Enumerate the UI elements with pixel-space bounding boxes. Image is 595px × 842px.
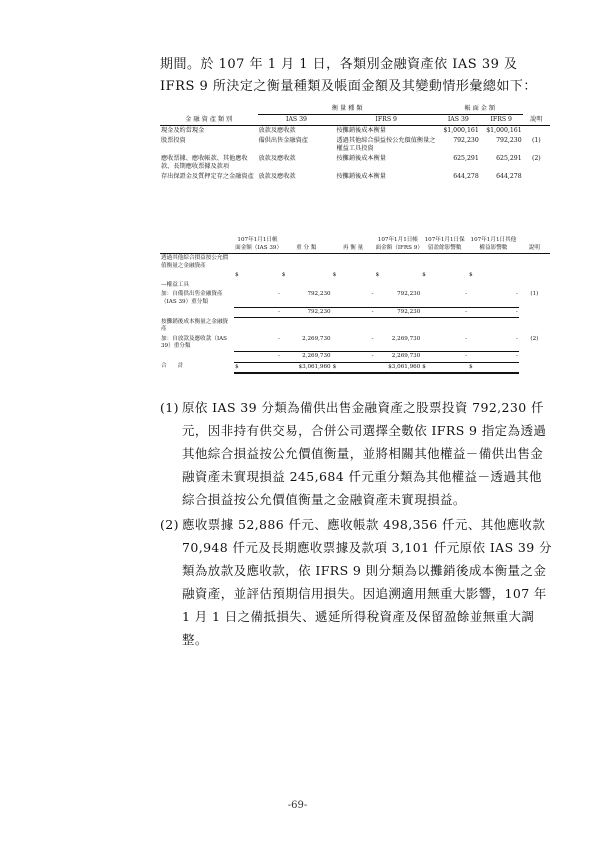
row-category: 股票投資 [161,137,186,144]
table-row [160,318,550,335]
intro-paragraph: 期間。於 107 年 1 月 1 日，各類別金融資產依 IAS 39 及 IFRS 9 所決定之衡量種類及帳面金額及其變動情形彙總如下： [160,57,537,94]
row-cell [332,318,375,335]
row-cell: - [332,290,375,307]
row-cell: - [234,352,281,363]
row-category: 應收票據、應收帳款、其他應收款、長期應收票據及款項 [161,155,248,170]
row-cell: - [234,335,281,352]
row-cell: - [421,290,468,307]
row-item [160,352,234,363]
row-cell: $3,061,960 [374,362,421,373]
header-amount: 帳 面 金 額 [437,104,523,115]
note-number: (2) [160,517,179,532]
row-cell: - [468,307,519,318]
row-ifrs: 按攤銷後成本衡量 [336,155,386,162]
header-ifrs9-amount: IFRS 9 [480,115,523,126]
row-cell [374,281,421,291]
row-ias: 放款及應收款 [258,155,296,162]
row-note: (2) [531,155,541,162]
row-note [523,126,550,137]
row-ias-amount: 644,278 [453,173,479,180]
row-cell: $3,061,960 [281,362,332,373]
row-cell: $ [281,272,286,278]
row-cell [332,281,375,291]
header-remeasurement: 再 衡 量 [332,236,375,254]
row-cell: $ [332,272,337,278]
row-note [519,318,550,335]
header-item [160,236,234,254]
row-cell [234,318,281,335]
row-cell: $ [468,362,519,373]
row-cell [281,318,332,335]
row-item: 加：自備供出售金融資產（IAS 39）重分類 [161,291,223,305]
row-cell [421,254,468,272]
table-row [160,307,550,318]
measurement-category-table [160,104,550,182]
row-cell: $ [375,272,380,278]
note-text: 應收票據 52,886 仟元、應收帳款 498,356 仟元、其他應收款 70,948 仟元及長期應收票據及款項 3,101 仟元原依 IAS 39 分類為放款及應收款，依 IFRS 9 則分類為以攤銷後成本衡量之金融資產，並評估預期信用損失。因追溯適用無重大影響，107 年 1 月 1 日之備抵損失、遞延所得稅資產及保留盈餘並無重大調整。 [182,517,552,647]
note-item [160,513,552,651]
row-cell: - [421,335,468,352]
header-reclassification: 重 分 類 [281,236,332,254]
row-note: (1) [530,291,539,297]
row-ias: 備供出售金融資產 [258,137,308,144]
header-ias39: IAS 39 [258,115,336,126]
header-category: 金 融 資 產 類 別 [160,104,258,126]
row-cell: - [332,335,375,352]
table-row [160,254,550,272]
row-cell: 2,269,730 [281,352,332,363]
note-item [160,396,552,511]
table-row [160,271,550,281]
row-cell [281,281,332,291]
row-cell: - [468,335,519,352]
row-cell [234,254,281,272]
row-ias-amount: 792,230 [453,137,479,144]
row-ifrs: 按攤銷後成本衡量 [336,173,386,180]
header-ifrs9: IFRS 9 [336,115,437,126]
table-row [160,154,550,172]
row-cell [234,281,281,291]
row-cell [374,318,421,335]
row-note [519,362,550,373]
notes-section [160,396,552,653]
row-cell: $ [332,362,375,373]
row-item [160,307,234,318]
row-cell: 792,230 [374,290,421,307]
table-row [160,172,550,182]
row-note [519,254,550,272]
row-cell [281,254,332,272]
row-note: (1) [531,137,541,144]
row-cell: 2,269,730 [281,335,332,352]
row-note: (2) [530,335,539,342]
row-ifrs: 透過其他綜合損益按公允價值衡量之權益工具投資 [336,137,436,152]
row-ifrs-amount: 792,230 [496,137,522,144]
header-retained-earnings: 107年1月1日保留盈餘影響數 [421,236,468,254]
row-cell: - [421,307,468,318]
table-row [160,281,550,291]
row-ifrs-amount: $1,000,161 [486,127,522,134]
row-item: 透過其他綜合損益按公允價值衡量之金融資產 [161,255,229,269]
table-row [160,335,550,352]
row-item [160,271,234,281]
row-ifrs-amount: 644,278 [496,173,522,180]
row-ifrs-amount: 625,291 [496,155,522,162]
row-category: 現金及約當現金 [161,127,205,134]
row-cell: 792,230 [281,307,332,318]
row-note [523,172,550,182]
row-cell: - [332,352,375,363]
row-cell: 2,269,730 [374,335,421,352]
row-note [519,307,550,318]
row-cell [374,254,421,272]
row-cell: - [332,307,375,318]
page-number: -69- [287,800,308,811]
row-cell: $ [469,272,473,278]
header-ifrs9-amount: 107年1月1日帳面金額（IFRS 9） [374,236,421,254]
row-ifrs: 按攤銷後成本衡量 [336,127,386,134]
table-header-row [160,236,550,254]
row-cell: $ [235,272,239,278]
row-cell: - [234,290,281,307]
row-cell: $ [234,362,281,373]
header-measure: 衡 量 種 類 [258,104,437,115]
table-row [160,290,550,307]
row-ias: 放款及應收款 [258,127,296,134]
row-ias-amount: $1,000,161 [443,127,479,134]
row-cell: - [421,352,468,363]
row-cell [468,281,519,291]
header-note: 說明 [523,104,550,126]
row-cell: $ [421,362,468,373]
row-cell: $ [422,272,426,278]
table-row [160,126,550,137]
row-cell: - [468,290,519,307]
row-cell: - [468,352,519,363]
total-row [160,362,550,373]
row-ias-amount: 625,291 [453,155,479,162]
header-ias39-amount: 107年1月1日帳面金額（IAS 39） [234,236,281,254]
row-cell [468,318,519,335]
row-cell [468,254,519,272]
header-ias39-amount: IAS 39 [437,115,480,126]
row-cell: 792,230 [281,290,332,307]
header-note: 說明 [519,236,550,254]
row-cell [421,318,468,335]
table-row [160,136,550,154]
reclassification-table [160,236,550,374]
row-note [519,352,550,363]
table-row [160,352,550,363]
note-number: (1) [160,400,179,415]
row-cell: 2,269,730 [374,352,421,363]
row-cell [421,281,468,291]
row-category: 存出保證金及質押定存之金融資產 [161,173,254,180]
row-item: 按攤銷後成本衡量之金融資產 [161,318,229,332]
header-other-equity: 107年1月1日其他權益影響數 [468,236,519,254]
row-item: 合 計 [161,363,184,369]
row-item: —權益工具 [161,281,189,288]
row-item: 加：自放款及應收款（IAS 39）重分類 [161,335,228,349]
note-text: 原依 IAS 39 分類為備供出售金融資產之股票投資 792,230 仟元，因非持有供交易，合併公司選擇全數依 IFRS 9 指定為透過其他綜合損益按公允價值衡量，並將相關其他權益－備供出售金融資產未實現損益 245,684 仟元重分類為其他權益－透過其他綜合損益按公允價值衡量之金融資產未實現損益。 [182,400,547,507]
row-note [519,281,550,291]
row-note [519,271,550,281]
row-cell: 792,230 [374,307,421,318]
row-ias: 放款及應收款 [258,173,296,180]
row-cell: - [234,307,281,318]
row-cell [332,254,375,272]
